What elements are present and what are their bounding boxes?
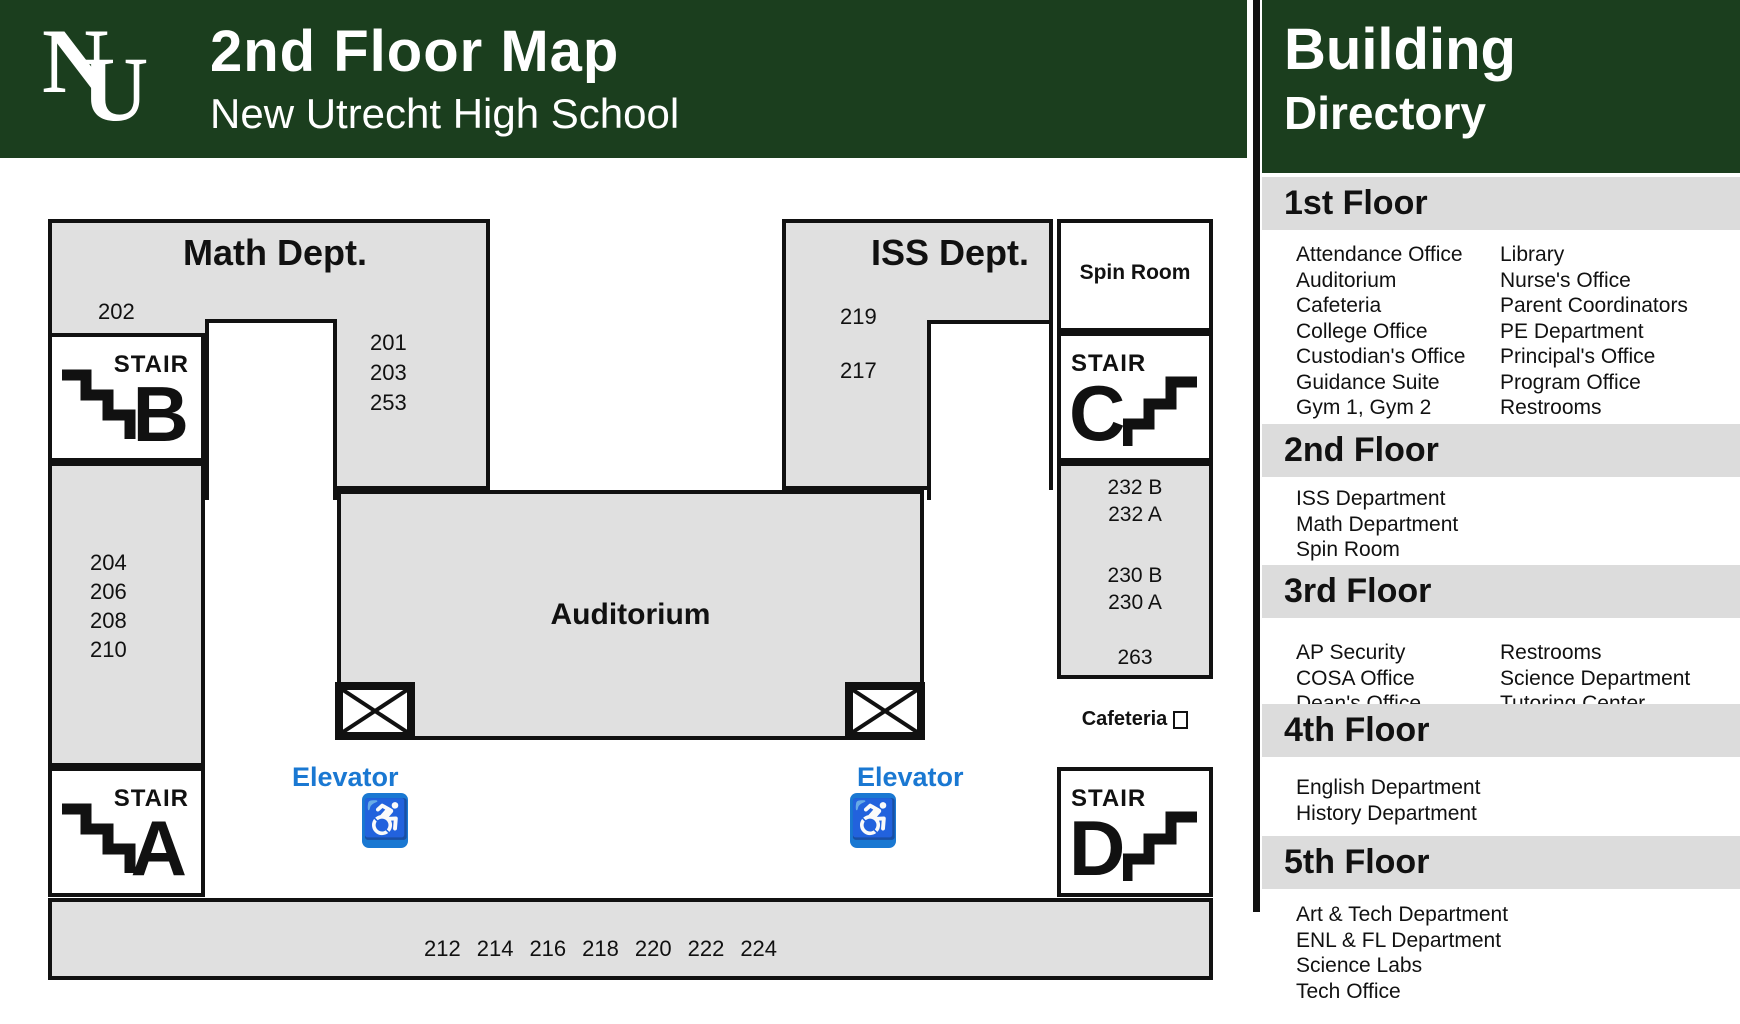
floor-2-title: 2nd Floor [1284,431,1439,469]
wheelchair-accessible-icon: ♿ [362,793,408,848]
list-item: ISS Department [1296,487,1446,510]
floor-1-header [1262,177,1740,230]
cafeteria-label [1057,708,1213,731]
floor-2-list [1262,486,1500,563]
list-item: Attendance Office [1296,243,1463,266]
list-item: Science Department [1500,666,1691,690]
elevator-left-label: Elevator [292,762,399,792]
stair-d-box [1057,767,1213,897]
nu-logo-icon [42,10,172,146]
list-item: College Office [1296,319,1428,343]
room-232b-label: 232 B [1107,476,1163,499]
floor-5-header [1262,836,1740,889]
room-202-label: 202 [98,299,135,324]
math-dept-title: Math Dept. [183,232,367,273]
stair-b-label: STAIR [113,351,189,378]
iss-dept-title: ISS Dept. [870,232,1030,273]
room-218-label: 218 [582,936,619,961]
spin-room-label: Spin Room [1079,261,1191,284]
stair-a-letter: A [130,804,187,892]
list-item: Auditorium [1296,268,1397,292]
room-263-label: 263 [1117,646,1153,669]
room-208-label: 208 [90,608,127,633]
list-item: History Department [1296,801,1477,825]
room-222-label: 222 [687,936,725,961]
logo-letter-u: U [82,38,149,140]
floor-5-list [1262,902,1509,1004]
stair-a-box [48,767,205,897]
room-203-label: 203 [370,360,407,385]
corridor-rooms-list [424,936,777,962]
list-item: Nurse's Office [1500,268,1631,292]
list-item: Parent Coordinators [1500,294,1688,317]
list-item: Tech Office [1296,979,1401,1003]
list-item: Principal's Office [1500,345,1656,368]
stair-a-label: STAIR [113,785,189,812]
stair-c-label: STAIR [1071,350,1147,377]
list-item: AP Security [1296,641,1406,664]
room-224-label: 224 [740,936,778,961]
room-210-label: 210 [90,637,127,662]
stairs-up-icon [1123,801,1203,885]
room-230b-label: 230 B [1107,564,1163,587]
room-204-label: 204 [90,550,127,575]
list-item: Custodian's Office [1296,345,1466,368]
room-230a-label: 230 A [1108,591,1162,614]
stair-b-box [48,333,205,462]
west-rooms-list [90,548,127,664]
list-item: Guidance Suite [1296,370,1440,394]
spin-room-box [1057,219,1213,332]
room-212-label: 212 [424,936,461,961]
list-item: ENL & FL Department [1296,928,1502,952]
floor-4-list [1262,775,1500,826]
room-219-label: 219 [840,304,877,329]
directory-title-line1: Building [1284,17,1516,82]
east-courtyard [927,320,1049,500]
list-item: Cafeteria [1296,294,1382,317]
directory-title-line2: Directory [1284,87,1486,139]
cafeteria-text: Cafeteria [1081,708,1168,730]
floor-4-header [1262,704,1740,757]
stair-d-label: STAIR [1071,785,1147,812]
door-square-icon [1173,711,1188,729]
stair-b-letter: B [132,370,189,458]
auditorium-label: Auditorium [550,598,711,631]
floor-1-title: 1st Floor [1284,184,1428,222]
list-item: Library [1500,243,1565,266]
logo-letter-n: N [42,10,109,112]
floor-2-header [1262,424,1740,477]
wheelchair-accessible-icon: ♿ [850,793,896,848]
west-courtyard [205,319,337,500]
elevator-left-icon [335,682,415,740]
stairs-up-icon [1123,366,1203,450]
room-206-label: 206 [90,579,127,604]
stair-c-letter: C [1069,369,1126,457]
vertical-divider [1253,0,1260,912]
stair-c-box [1057,332,1213,462]
floor-3-title: 3rd Floor [1284,572,1432,610]
stair-d-letter: D [1069,804,1126,892]
list-item: Program Office [1500,370,1641,394]
list-item: Restrooms [1500,396,1602,419]
math-rooms-list [370,328,407,418]
room-217-label: 217 [840,358,877,383]
room-253-label: 253 [370,390,407,415]
room-214-label: 214 [476,936,514,961]
list-item: Art & Tech Department [1296,903,1509,926]
list-item: PE Department [1500,319,1644,343]
floor-5-title: 5th Floor [1284,843,1430,881]
room-216-label: 216 [529,936,567,961]
floor-4-title: 4th Floor [1284,711,1430,749]
list-item: English Department [1296,776,1481,799]
page-title: 2nd Floor Map [210,19,620,84]
room-201-label: 201 [370,330,407,355]
list-item: Restrooms [1500,641,1602,664]
room-232a-label: 232 A [1108,503,1162,526]
list-item: COSA Office [1296,666,1415,690]
floor-3-header [1262,565,1740,618]
elevator-right-icon [845,682,925,740]
list-item: Math Department [1296,512,1459,536]
page-subtitle: New Utrecht High School [210,90,680,137]
list-item: Spin Room [1296,538,1400,561]
elevator-right-label: Elevator [857,762,964,792]
floor-1-list [1262,242,1688,421]
list-item: Gym 1, Gym 2 [1296,396,1432,419]
room-220-label: 220 [634,936,672,961]
list-item: Science Labs [1296,954,1423,977]
